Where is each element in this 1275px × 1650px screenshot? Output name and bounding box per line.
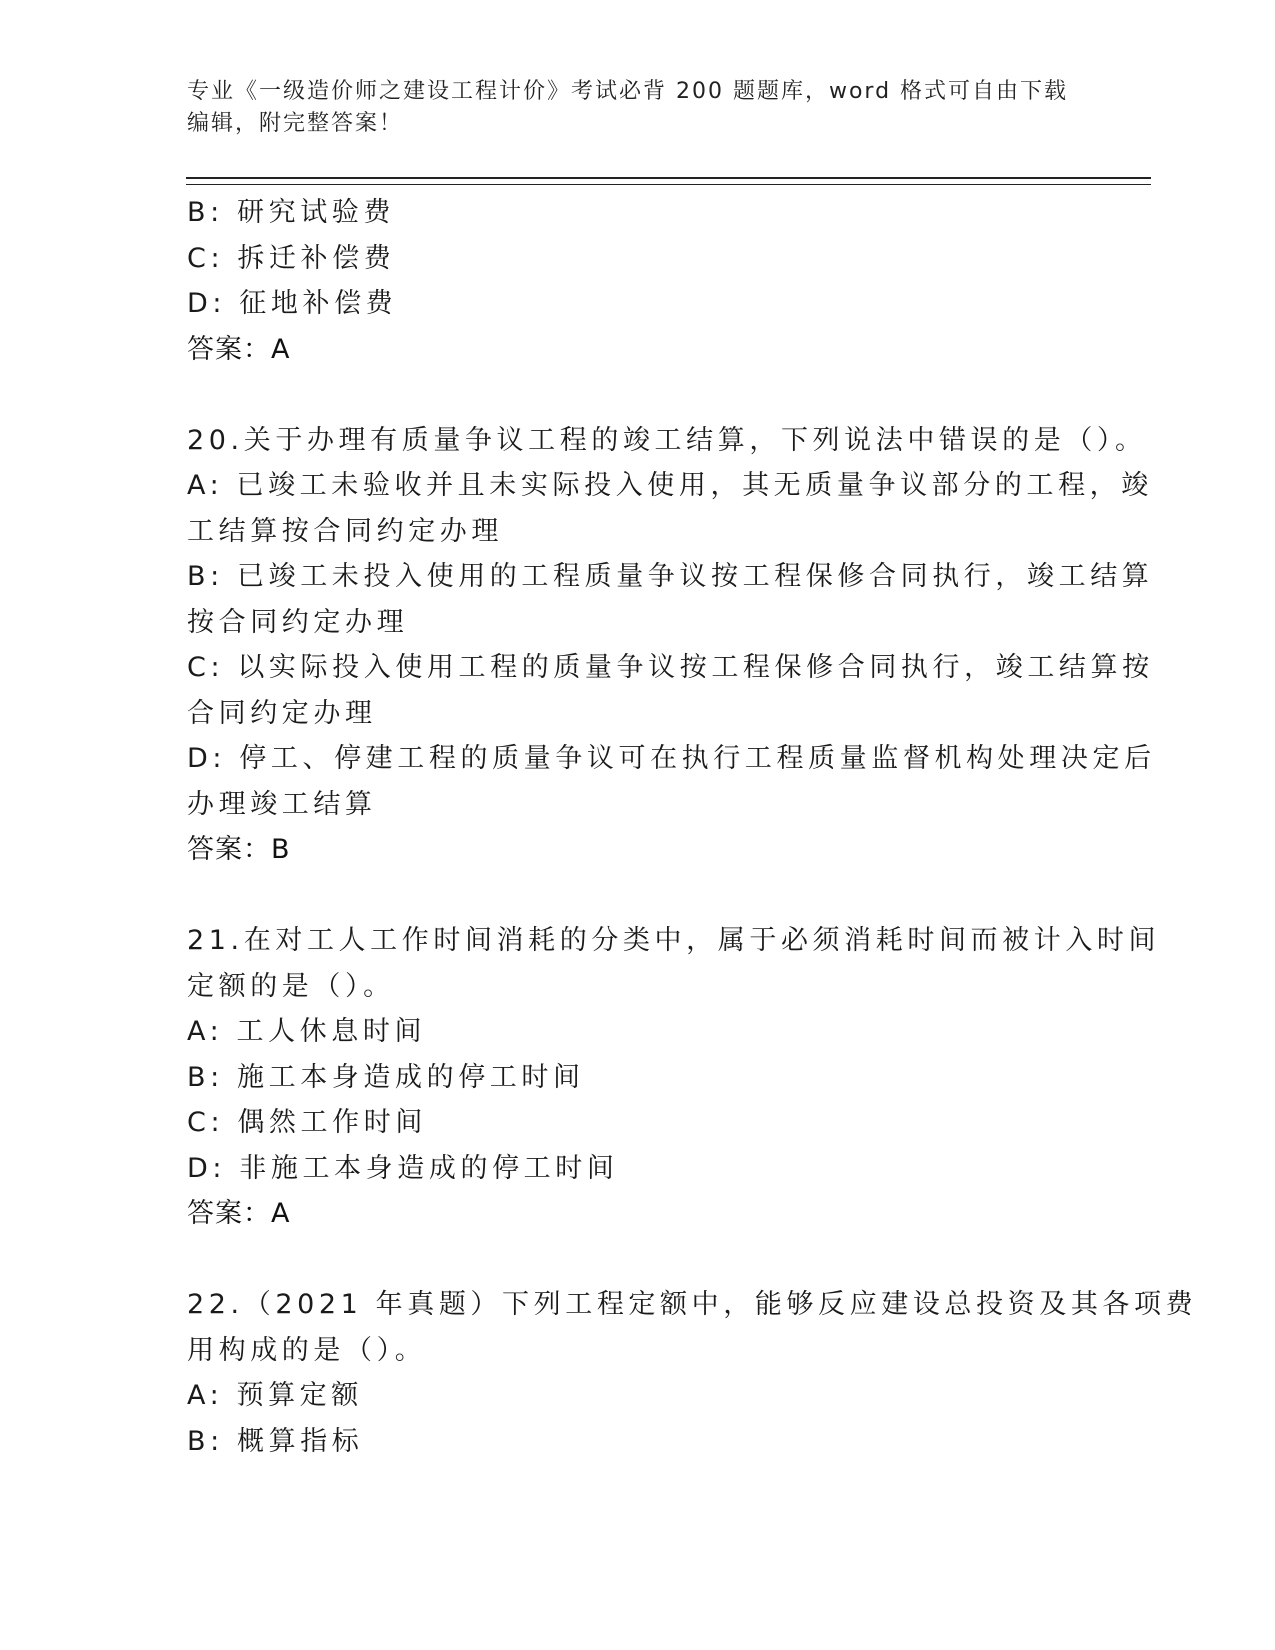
spacer [187, 372, 1087, 418]
option-a-continued: 工结算按合同约定办理 [187, 515, 503, 547]
option-d: D: 征地补偿费 [187, 288, 398, 319]
option-d: D: 停工、停建工程的质量争议可在执行工程质量监督机构处理决定后 [187, 743, 1156, 774]
page-header [187, 76, 1087, 140]
option-c: C: 拆迁补偿费 [187, 242, 396, 274]
spacer [187, 873, 1087, 919]
question-stem: 20.关于办理有质量争议工程的竣工结算，下列说法中错误的是（）。 [187, 424, 1147, 456]
answer-line: 答案：A [187, 1198, 291, 1229]
spacer [187, 1237, 1087, 1283]
option-d: D: 非施工本身造成的停工时间 [187, 1152, 619, 1184]
option-b-continued: 按合同约定办理 [187, 606, 409, 638]
option-a: A: 预算定额 [187, 1380, 363, 1411]
option-c: C: 以实际投入使用工程的质量争议按工程保修合同执行，竣工结算按 [187, 652, 1154, 683]
answer-line: 答案：A [187, 333, 291, 365]
option-b: B: 施工本身造成的停工时间 [187, 1061, 585, 1093]
option-b: B: 研究试验费 [187, 197, 396, 228]
question-content [187, 190, 1198, 1464]
question-stem-continued: 定额的是（）。 [187, 970, 395, 1002]
question-stem-continued: 用构成的是（）。 [187, 1334, 427, 1366]
option-c: C: 偶然工作时间 [187, 1107, 427, 1138]
question-20 [187, 418, 1156, 873]
question-22 [187, 1282, 1198, 1464]
option-a: A: 工人休息时间 [187, 1016, 427, 1047]
option-d-continued: 办理竣工结算 [187, 788, 377, 820]
option-a: A: 已竣工未验收并且未实际投入使用，其无质量争议部分的工程，竣 [187, 470, 1153, 501]
question-stem: 21.在对工人工作时间消耗的分类中，属于必须消耗时间而被计入时间 [187, 925, 1161, 956]
header-divider [186, 177, 1151, 185]
header-title-line-1: 专业《一级造价师之建设工程计价》考试必背 200 题题库，word 格式可自由下载 [187, 79, 1069, 104]
option-b: B: 已竣工未投入使用的工程质量争议按工程保修合同执行，竣工结算 [187, 561, 1154, 592]
option-c-continued: 合同约定办理 [187, 697, 377, 729]
option-b: B: 概算指标 [187, 1425, 364, 1457]
question-19-tail [187, 190, 1087, 372]
question-stem: 22.（2021 年真题）下列工程定额中，能够反应建设总投资及其各项费 [187, 1289, 1198, 1320]
answer-line: 答案：B [187, 834, 291, 865]
question-21 [187, 918, 1161, 1237]
header-title-line-2: 编辑，附完整答案！ [187, 111, 404, 136]
